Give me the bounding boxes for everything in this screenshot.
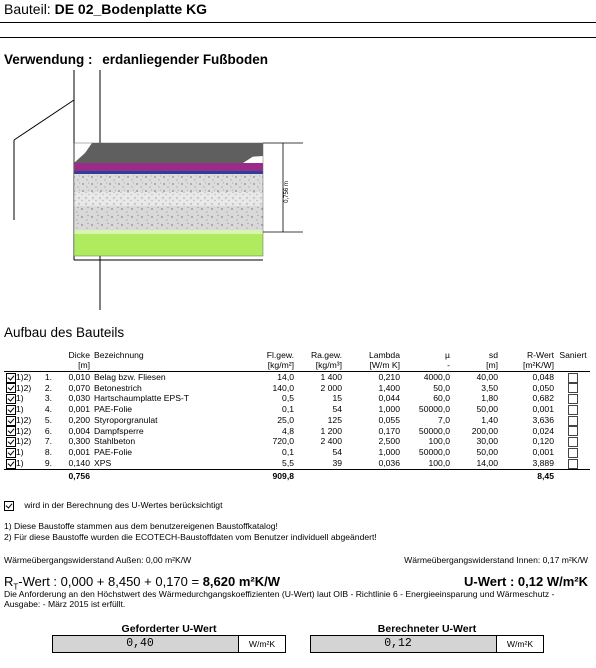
resistance-outside: Wärmeübergangswiderstand Außen: 0,00 m²K/W	[4, 555, 192, 565]
row-material: Styroporgranulat	[94, 414, 158, 425]
row-r-value: 0,120	[532, 436, 554, 447]
row-lambda: 0,044	[378, 393, 400, 404]
row-include	[4, 458, 34, 469]
row-mu: 50,0	[433, 382, 450, 393]
row-material: Betonestrich	[94, 382, 142, 393]
row-thickness: 0,004	[68, 425, 90, 436]
col-bezeichnung: Bezeichnung	[94, 350, 144, 360]
total-r-value: 8,45	[500, 469, 556, 481]
usage-label: Verwendung :	[4, 52, 93, 67]
row-renovated	[556, 393, 590, 404]
row-density: 54	[332, 447, 342, 458]
col-saniert: Saniert	[559, 350, 587, 360]
row-r-value: 3,636	[532, 414, 554, 425]
renovated-checkbox[interactable]	[568, 416, 578, 426]
row-sd: 1,40	[481, 414, 498, 425]
row-number: 6.	[44, 425, 52, 436]
header	[4, 1, 207, 17]
row-thickness: 0,001	[68, 447, 90, 458]
row-area-weight: 140,0	[272, 382, 294, 393]
include-checkbox[interactable]	[6, 383, 16, 393]
calculated-label: Berechneter U-Wert	[377, 623, 477, 635]
row-lambda: 0,170	[378, 425, 400, 436]
table-row	[4, 383, 590, 394]
rt-line: $R_T$-Wert : 0,000 + 8,450 + 0,170 = 8,620 m²K/W	[4, 574, 281, 592]
usage	[4, 52, 268, 67]
total-thickness: 0,756	[54, 469, 92, 481]
row-density: 39	[332, 457, 342, 468]
table-row	[4, 447, 590, 458]
row-material: PAE-Folie	[94, 447, 133, 458]
col-flgew: Fl.gew. [kg/m²]	[266, 350, 294, 370]
required-u-value-box	[52, 635, 286, 653]
row-area-weight: 0,5	[282, 393, 294, 404]
layer-table	[4, 351, 590, 481]
row-lambda: 0,036	[378, 457, 400, 468]
row-sd: 3,50	[481, 382, 498, 393]
row-renovated	[556, 383, 590, 394]
row-number: 5.	[44, 414, 52, 425]
row-r-value: 0,001	[532, 447, 554, 458]
totals-row	[4, 469, 590, 481]
row-source-note: 1)2)	[16, 425, 32, 436]
wall-line	[14, 100, 74, 140]
required-unit: W/m²K	[238, 636, 285, 652]
renovated-checkbox[interactable]	[568, 448, 578, 458]
table-row	[4, 458, 590, 469]
row-sd: 50,00	[476, 447, 498, 458]
row-density: 2 000	[320, 382, 342, 393]
row-lambda: 0,210	[378, 372, 400, 383]
row-sd: 40,00	[476, 372, 498, 383]
row-area-weight: 0,1	[282, 404, 294, 415]
table-row	[4, 436, 590, 447]
row-mu: 4000,0	[423, 372, 450, 383]
include-checkbox[interactable]	[6, 405, 16, 415]
renovated-checkbox[interactable]	[568, 394, 578, 404]
include-checkbox[interactable]	[6, 459, 16, 469]
row-density: 15	[332, 393, 342, 404]
row-renovated	[556, 447, 590, 458]
row-mu: 100,0	[428, 457, 450, 468]
screed-layer	[74, 174, 263, 192]
row-thickness: 0,140	[68, 457, 90, 468]
row-include	[4, 383, 34, 394]
table-row	[4, 404, 590, 415]
row-thickness: 0,001	[68, 404, 90, 415]
row-r-value: 0,682	[532, 393, 554, 404]
table-row	[4, 372, 590, 383]
renovated-checkbox[interactable]	[568, 405, 578, 415]
u-value-line: U-Wert : 0,12 W/m²K	[464, 574, 588, 589]
row-number: 8.	[44, 447, 52, 458]
row-mu: 50000,0	[418, 425, 450, 436]
table-row	[4, 393, 590, 404]
row-density: 54	[332, 404, 342, 415]
row-number: 1.	[44, 372, 52, 383]
include-checkbox[interactable]	[6, 448, 16, 458]
footnote-1: 1) Diese Baustoffe stammen aus dem benutzereigenen Baustoffkatalog!	[4, 521, 278, 531]
row-density: 1 400	[320, 372, 342, 383]
row-include	[4, 372, 34, 383]
row-include	[4, 415, 34, 426]
row-source-note: 1)	[16, 393, 24, 404]
row-density: 125	[327, 414, 342, 425]
row-r-value: 0,048	[532, 372, 554, 383]
row-renovated	[556, 436, 590, 447]
row-source-note: 1)	[16, 447, 24, 458]
renovated-checkbox[interactable]	[568, 459, 578, 469]
calculated-unit: W/m²K	[496, 636, 543, 652]
include-checkbox[interactable]	[6, 426, 16, 436]
row-thickness: 0,300	[68, 436, 90, 447]
renovated-checkbox[interactable]	[568, 383, 578, 393]
row-sd: 1,80	[481, 393, 498, 404]
row-sd: 14,00	[476, 457, 498, 468]
divider	[0, 22, 596, 23]
col-lambda: Lambda [W/m K]	[368, 350, 400, 370]
legend-checkbox	[4, 501, 14, 511]
row-include	[4, 447, 34, 458]
total-area-weight: 909,8	[240, 469, 296, 481]
row-renovated	[556, 372, 590, 383]
col-rwert: R-Wert [m²K/W]	[522, 350, 554, 370]
row-r-value: 0,001	[532, 404, 554, 415]
row-source-note: 1)2)	[16, 382, 32, 393]
row-material: PAE-Folie	[94, 404, 133, 415]
row-density: 1 200	[320, 425, 342, 436]
row-material: Stahlbeton	[94, 436, 136, 447]
dimension-label: 0,756 m	[284, 181, 290, 203]
row-area-weight: 25,0	[277, 414, 294, 425]
row-renovated	[556, 415, 590, 426]
row-number: 4.	[44, 404, 52, 415]
layer-diagram	[0, 70, 320, 320]
row-mu: 50000,0	[418, 447, 450, 458]
required-value: 0,40	[126, 637, 154, 650]
legend	[4, 500, 222, 511]
row-lambda: 2,500	[378, 436, 400, 447]
row-sd: 200,00	[471, 425, 498, 436]
row-thickness: 0,010	[68, 372, 90, 383]
row-thickness: 0,030	[68, 393, 90, 404]
include-checkbox[interactable]	[6, 437, 16, 447]
calculated-value: 0,12	[384, 637, 412, 650]
row-source-note: 1)	[16, 457, 24, 468]
row-lambda: 0,055	[378, 414, 400, 425]
row-source-note: 1)2)	[16, 414, 32, 425]
required-label: Geforderter U-Wert	[121, 623, 217, 635]
xps-highlight	[74, 230, 263, 234]
col-dicke: Dicke [m]	[68, 350, 90, 370]
requirement-text: Die Anforderung an den Höchstwert des Wärmedurchgangskoeffizienten (U-Wert) laut OIB - Richtlinie 6 - Energieeinsparung und Wärmeschutz - Ausgabe: - März 2015 ist erfüllt.	[4, 589, 555, 609]
row-include	[4, 393, 34, 404]
include-checkbox[interactable]	[6, 373, 16, 383]
row-material: Dampfsperre	[94, 425, 144, 436]
row-area-weight: 0,1	[282, 447, 294, 458]
row-lambda: 1,000	[378, 404, 400, 415]
col-mu: µ -	[445, 350, 450, 370]
row-mu: 100,0	[428, 436, 450, 447]
row-number: 2.	[44, 382, 52, 393]
row-lambda: 1,000	[378, 447, 400, 458]
row-renovated	[556, 404, 590, 415]
row-source-note: 1)	[16, 404, 24, 415]
row-include	[4, 436, 34, 447]
row-sd: 50,00	[476, 404, 498, 415]
row-renovated	[556, 458, 590, 469]
row-include	[4, 404, 34, 415]
renovated-checkbox[interactable]	[568, 373, 578, 383]
row-thickness: 0,070	[68, 382, 90, 393]
row-source-note: 1)2)	[16, 436, 32, 447]
legend-text: wird in der Berechnung des U-Wertes berücksichtigt	[24, 500, 223, 510]
row-thickness: 0,200	[68, 414, 90, 425]
section-title: Aufbau des Bauteils	[4, 325, 125, 340]
granulate-layer	[74, 192, 263, 206]
row-r-value: 0,050	[532, 382, 554, 393]
col-sd: sd [m]	[486, 350, 498, 370]
divider	[0, 37, 596, 38]
include-checkbox[interactable]	[6, 394, 16, 404]
include-checkbox[interactable]	[6, 416, 16, 426]
concrete-layer	[74, 206, 263, 230]
table-row	[4, 415, 590, 426]
resistance-inside: Wärmeübergangswiderstand Innen: 0,17 m²K/W	[404, 555, 588, 565]
header-title: DE 02_Bodenplatte KG	[54, 1, 208, 17]
header-prefix: Bauteil:	[4, 1, 51, 17]
footnote-2: 2) Für diese Baustoffe wurden die ECOTECH-Baustoffdaten vom Benutzer individuell abgeändert!	[4, 532, 377, 542]
row-r-value: 0,024	[532, 425, 554, 436]
row-material: XPS	[94, 457, 112, 468]
rt-value: 8,620 m²K/W	[202, 574, 281, 589]
row-number: 7.	[44, 436, 52, 447]
row-sd: 30,00	[476, 436, 498, 447]
row-number: 3.	[44, 393, 52, 404]
row-material: Belag bzw. Fliesen	[94, 372, 166, 383]
row-mu: 60,0	[433, 393, 450, 404]
row-area-weight: 4,8	[282, 425, 294, 436]
row-area-weight: 14,0	[277, 372, 294, 383]
row-area-weight: 720,0	[272, 436, 294, 447]
table-row	[4, 426, 590, 437]
row-lambda: 1,400	[378, 382, 400, 393]
calculated-u-value-box	[310, 635, 544, 653]
row-mu: 7,0	[438, 414, 450, 425]
row-density: 2 400	[320, 436, 342, 447]
row-renovated	[556, 426, 590, 437]
row-source-note: 1)2)	[16, 372, 32, 382]
row-include	[4, 426, 34, 437]
col-ragew: Ra.gew. [kg/m³]	[310, 350, 342, 370]
row-r-value: 3,889	[532, 457, 554, 468]
row-number: 9.	[44, 457, 52, 468]
usage-value: erdanliegender Fußboden	[102, 52, 269, 67]
top-surface	[74, 143, 263, 163]
row-material: Hartschaumplatte EPS-T	[94, 393, 190, 404]
membrane-layer	[74, 163, 263, 171]
row-area-weight: 5,5	[282, 457, 294, 468]
renovated-checkbox[interactable]	[568, 426, 578, 436]
row-mu: 50000,0	[418, 404, 450, 415]
foil-layer	[74, 171, 263, 174]
renovated-checkbox[interactable]	[568, 437, 578, 447]
